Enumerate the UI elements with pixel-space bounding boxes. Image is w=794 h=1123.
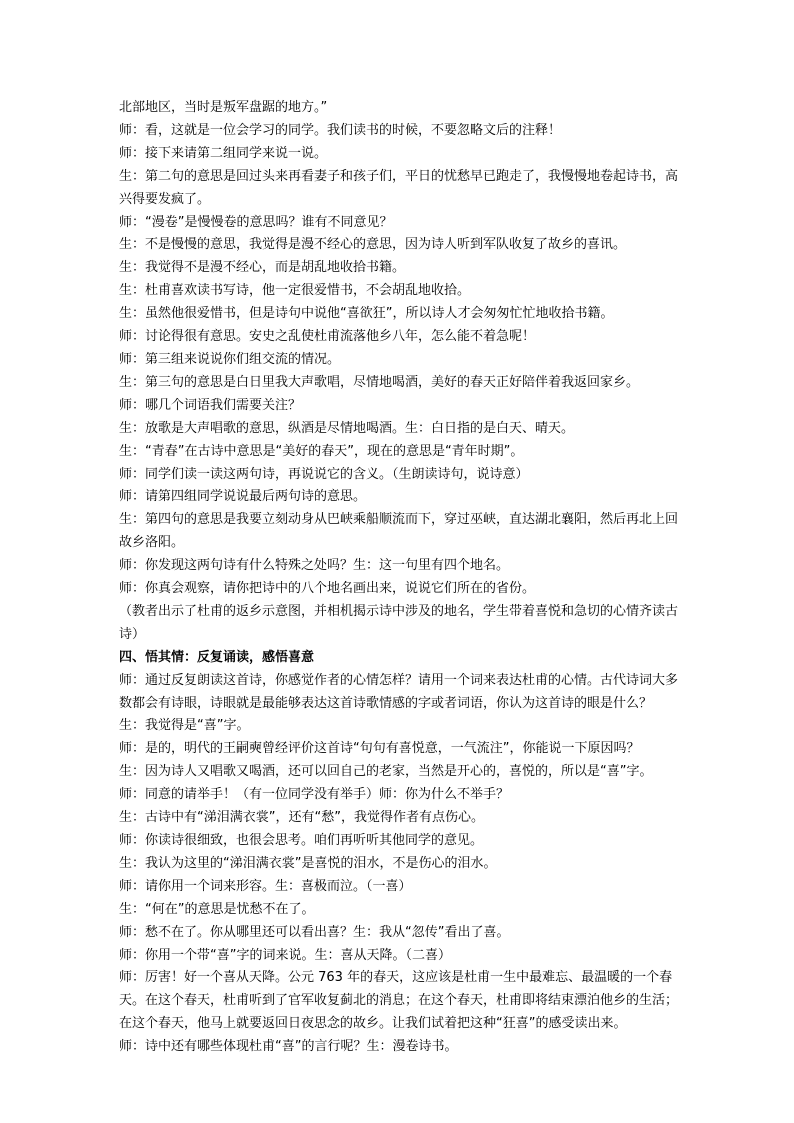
- paragraph: 师：厉害！好一个喜从天降。公元 763 年的春天，这应该是杜甫一生中最难忘、最温暖的一个春天。在这个春天，杜甫听到了官军收复蓟北的消息；在这个春天，杜甫即将结束漂泊他乡的生活；在这个春天，他马上就要返回日夜思念的故乡。让我们试着把这种“狂喜”的感受读出来。: [119, 970, 679, 1032]
- paragraph: 生：第二句的意思是回过头来再看妻子和孩子们，平日的忧愁早已跑走了，我慢慢地卷起诗书，高兴得要发疯了。: [119, 168, 679, 207]
- paragraph: 师：你读诗很细致，也很会思考。咱们再听听其他同学的意见。: [119, 833, 484, 848]
- paragraph: 生：我认为这里的“涕泪满衣裳”是喜悦的泪水，不是伤心的泪水。: [119, 855, 497, 871]
- paragraph: 师：讨论得很有意思。安史之乱使杜甫流落他乡八年，怎么能不着急呢！: [119, 329, 536, 345]
- paragraph: 师：哪几个词语我们需要关注？: [119, 397, 302, 413]
- paragraph: 师：你用一个带“喜”字的词来说。生：喜从天降。（二喜）: [119, 947, 451, 963]
- paragraph: 师：第三组来说说你们组交流的情况。: [119, 351, 341, 367]
- paragraph: 生：虽然他很爱惜书，但是诗句中说他“喜欲狂”，所以诗人才会匆匆忙忙地收拾书籍。: [119, 306, 614, 322]
- document-page: [119, 97, 679, 1059]
- paragraph: 师：诗中还有哪些体现杜甫“喜”的言行呢？生：漫卷诗书。: [119, 1039, 458, 1055]
- paragraph: 师：同学们读一读这两句诗，再说说它的含义。（生朗读诗句，说诗意）: [119, 466, 529, 482]
- paragraph: 师：是的，明代的王嗣奭曾经评价这首诗“句句有喜悦意，一气流注”，你能说一下原因吗？: [119, 741, 640, 757]
- paragraph: 师：请第四组同学说说最后两句诗的意思。: [119, 489, 367, 505]
- paragraph: 生：不是慢慢的意思，我觉得是漫不经心的意思，因为诗人听到军队收复了故乡的喜讯。: [119, 237, 627, 253]
- paragraph: 师：请你用一个词来形容。生：喜极而泣。（一喜）: [119, 878, 412, 894]
- paragraph: 生：我觉得不是漫不经心，而是胡乱地收拾书籍。: [119, 260, 406, 276]
- paragraph: 生：放歌是大声唱歌的意思，纵酒是尽情地喝酒。生：白日指的是白天、晴天。: [119, 420, 575, 436]
- paragraph: 生：杜甫喜欢读书写诗，他一定很爱惜书，不会胡乱地收拾。: [119, 283, 471, 299]
- section-heading: 四、悟其情：反复诵读，感悟喜意: [119, 649, 315, 665]
- paragraph: 师：通过反复朗读这首诗，你感觉作者的心情怎样？请用一个词来表达杜甫的心情。古代诗词大多数都会有诗眼，诗眼就是最能够表达这首诗歌情感的字或者词语，你认为这首诗的眼是什么？: [119, 672, 679, 711]
- paragraph: （教者出示了杜甫的返乡示意图，并相机揭示诗中涉及的地名，学生带着喜悦和急切的心情齐读古诗）: [119, 603, 679, 642]
- paragraph: 师：你发现这两句诗有什么特殊之处吗？生：这一句里有四个地名。: [119, 558, 510, 574]
- paragraph: 生：“青春”在古诗中意思是“美好的春天”，现在的意思是“青年时期”。: [119, 443, 524, 459]
- paragraph: 生：古诗中有“涕泪满衣裳”，还有“愁”，我觉得作者有点伤心。: [119, 810, 484, 826]
- paragraph: 生：第三句的意思是白日里我大声歌唱，尽情地喝酒，美好的春天正好陪伴着我返回家乡。: [119, 374, 640, 390]
- paragraph: 师：同意的请举手！（有一位同学没有举手）师：你为什么不举手？: [119, 787, 510, 803]
- paragraph: 生：“何在”的意思是忧愁不在了。: [119, 901, 315, 917]
- paragraph: 生：因为诗人又唱歌又喝酒，还可以回自己的老家，当然是开心的，喜悦的，所以是“喜”字。: [119, 764, 653, 780]
- paragraph: 师：“漫卷”是慢慢卷的意思吗？谁有不同意见？: [119, 214, 393, 230]
- paragraph: 生：第四句的意思是我要立刻动身从巴峡乘船顺流而下，穿过巫峡，直达湖北襄阳，然后再北上回故乡洛阳。: [119, 512, 679, 551]
- paragraph: 生：我觉得是“喜”字。: [119, 718, 250, 734]
- paragraph: 北部地区，当时是叛军盘踞的地方。”: [119, 100, 328, 115]
- paragraph: 师：你真会观察，请你把诗中的八个地名画出来，说说它们所在的省份。: [119, 581, 536, 597]
- paragraph: 师：看，这就是一位会学习的同学。我们读书的时候，不要忽略文后的注释！: [119, 122, 562, 138]
- paragraph: 师：接下来请第二组同学来说一说。: [119, 145, 328, 161]
- paragraph: 师：愁不在了。你从哪里还可以看出喜？生：我从“忽传”看出了喜。: [119, 924, 510, 940]
